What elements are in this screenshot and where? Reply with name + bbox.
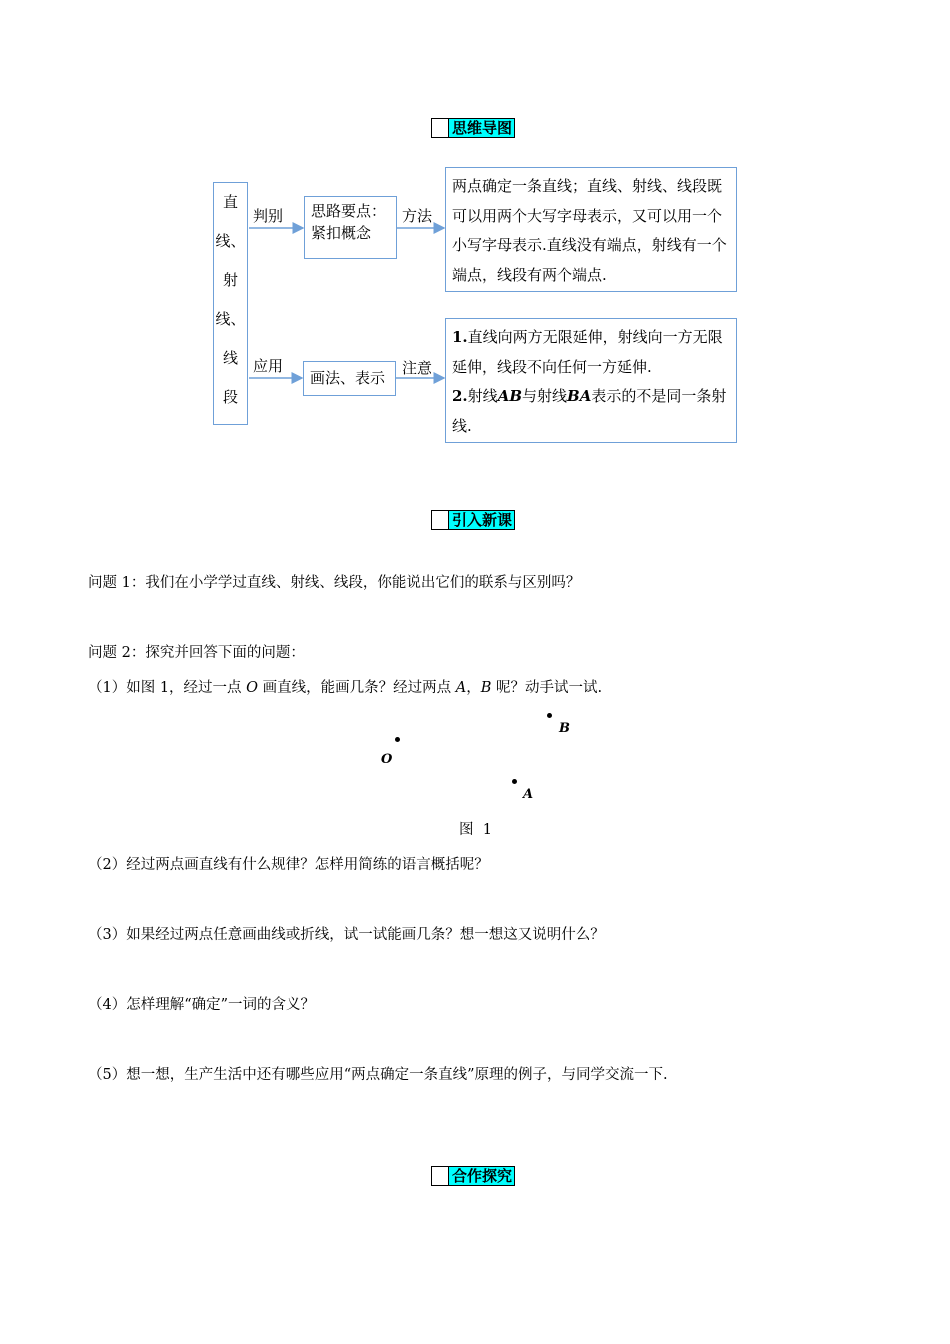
- section-title-text: 合作探究: [449, 1167, 514, 1185]
- point-b-label: B: [559, 721, 570, 736]
- sub-question-3: （3）如果经过两点任意画曲线或折线，试一试能画几条？想一想这又说明什么？: [88, 927, 605, 943]
- draw-box-text: 画法、表示: [310, 369, 386, 387]
- root-char: 线、: [215, 232, 246, 250]
- note-line1: 直线向两方无限延伸，射线向一方无限延伸，线段不向任何一方延伸.: [452, 328, 723, 376]
- sq1-b: 画直线，能画几条？经过两点: [258, 680, 456, 696]
- label-method: 方法: [402, 207, 433, 225]
- thinking-box: 思路要点：紧扣概念: [304, 196, 397, 259]
- point-a-dot: [512, 779, 517, 784]
- figure-caption: 图 1: [459, 822, 492, 838]
- section-title-text: 思维导图: [449, 119, 514, 137]
- question-1: 问题 1：我们在小学学过直线、射线、线段，你能说出它们的联系与区别吗？: [88, 575, 581, 591]
- note-line2-b: 与射线: [522, 387, 568, 405]
- sq1-d: 呢？动手试一试.: [491, 680, 603, 696]
- note-line2-ba: BA: [567, 387, 592, 405]
- sq1-c: ，: [466, 680, 481, 696]
- note-box: [445, 318, 737, 443]
- root-char: 射: [222, 271, 238, 289]
- root-char: 段: [222, 388, 238, 406]
- point-b-dot: [547, 713, 552, 718]
- sub-question-1: [88, 676, 602, 697]
- point-o-dot: [395, 737, 400, 742]
- label-judge: 判别: [253, 207, 284, 225]
- root-char: 线: [222, 349, 238, 367]
- section-title-text: 引入新课: [449, 511, 514, 529]
- label-note: 注意: [402, 359, 433, 377]
- note-line2-c: 表示的不是同一条射线.: [452, 387, 727, 435]
- sub-question-4: （4）怎样理解“确定”一词的含义？: [88, 997, 316, 1013]
- sq1-o: O: [246, 680, 259, 696]
- note-line2-ab: AB: [497, 387, 523, 405]
- root-char: 线、: [215, 310, 246, 328]
- sub-question-5: （5）想一想，生产生活中还有哪些应用“两点确定一条直线”原理的例子，与同学交流一下.: [88, 1067, 668, 1083]
- note-line2-prefix: 2.: [452, 387, 468, 405]
- sub-question-2: （2）经过两点画直线有什么规律？怎样用简练的语言概括呢？: [88, 857, 489, 873]
- label-apply: 应用: [253, 357, 284, 375]
- note-line1-prefix: 1.: [452, 328, 468, 346]
- method-box: 两点确定一条直线；直线、射线、线段既可以用两个大写字母表示，又可以用一个小写字母表示.直线没有端点，射线有一个端点，线段有两个端点.: [445, 167, 737, 292]
- sq1-pa: A: [455, 680, 467, 696]
- point-o-label: O: [381, 752, 393, 767]
- root-char: 直: [222, 193, 238, 211]
- section-title-intro: [431, 510, 515, 530]
- point-a-label: A: [523, 787, 534, 802]
- sq1-a: （1）如图 1，经过一点: [88, 680, 247, 696]
- note-line2-a: 射线: [467, 387, 498, 405]
- draw-box: [303, 361, 396, 396]
- question-2: 问题 2：探究并回答下面的问题：: [88, 645, 305, 661]
- root-box: [213, 182, 248, 425]
- sq1-pb: B: [480, 680, 492, 696]
- section-title-explore: [431, 1166, 515, 1186]
